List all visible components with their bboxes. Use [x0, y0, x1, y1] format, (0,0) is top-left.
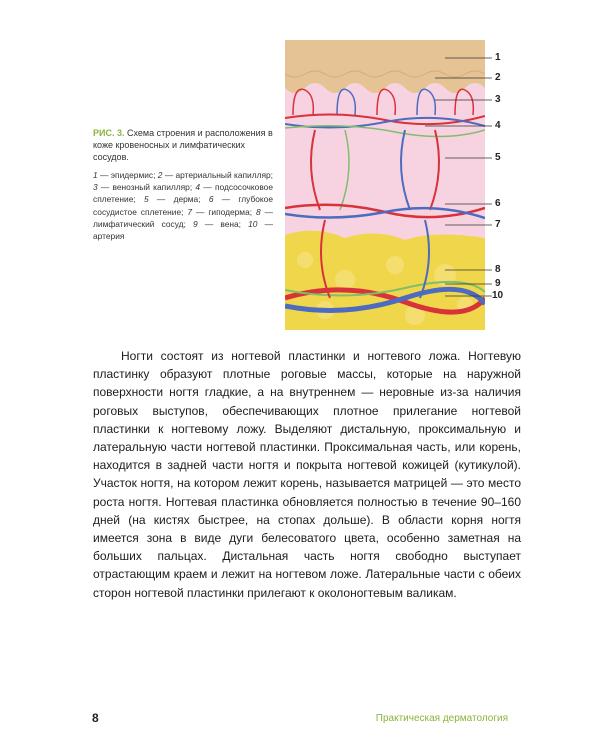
legend-number: 2 [157, 170, 163, 180]
legend-text: — гиподерма; [192, 206, 256, 217]
legend-text: — дерма; [148, 194, 209, 205]
legend-number: 7 [187, 206, 193, 217]
legend-number: 10 [248, 218, 258, 229]
callout-2: 2 [495, 72, 501, 83]
figure-caption [93, 127, 273, 242]
legend-text: — артериальный капилляр; [162, 170, 273, 180]
legend-text: — глубокое сосудистое сплетение; [93, 194, 273, 217]
callout-6: 6 [495, 198, 501, 209]
callout-10: 10 [492, 290, 504, 301]
callout-1: 1 [495, 52, 501, 63]
figure-title: Схема строения и расположения в коже кровеносных и лимфатических сосудов. [93, 128, 273, 162]
legend-number: 9 [193, 218, 198, 229]
callout-9: 9 [495, 278, 501, 289]
legend-text: — лимфатический сосуд; [93, 206, 273, 229]
running-footer-title: Практическая дерматология [375, 713, 508, 724]
figure-label: РИС. 3. [93, 128, 125, 138]
legend-number: 8 [256, 206, 261, 217]
page-number: 8 [92, 711, 99, 725]
hypodermis-layer [285, 231, 485, 330]
legend-number: 6 [208, 194, 214, 205]
callout-4: 4 [495, 120, 501, 131]
legend-text: — вена; [197, 218, 249, 229]
callout-5: 5 [495, 152, 501, 163]
callout-7: 7 [495, 219, 501, 230]
legend-number: 5 [143, 194, 149, 205]
legend-number: 3 [93, 182, 98, 193]
legend-text: — эпидермис; [97, 170, 158, 180]
callout-3: 3 [495, 94, 501, 105]
body-paragraph: Ногти состоят из ногтевой пластинки и ногтевого ложа. Ногтевую пластинку образуют плотные роговые массы, которые на наружной поверхности ногтя гладкие, а на внутреннем — неровные из-за наличия роговых выступов, обеспечивающих плотное прилегание ногтевой пластинки к ногтевому ложу. Выделяют дистальную, проксимальную и латеральную части ногтевой пластинки. Проксимальная часть, или корень, находится в задней части ногтя и покрыта ногтевой кожицей (кутикулой). Участок ногтя, на котором лежит корень, называется матрицей — это место роста ногтя. Ногтевая пластинка обновляется полностью в течение 90–160 дней (на кистях быстрее, на стопах дольше). В области корня ногтя имеется зона в виде дуги белесоватого цвета, особенно заметная на больших пальцах. Дистальная часть ногтя свободно выступает отрастающим краем и лежит на ногтевом ложе. Латеральные части с обеих сторон ногтевой пластинки прилегают к околоногтевым валикам. [93, 349, 521, 600]
legend-number: 4 [195, 182, 201, 193]
skin-vessels-illustration [285, 40, 485, 330]
figure-legend [93, 169, 273, 242]
legend-text: — артерия [93, 218, 273, 242]
callout-8: 8 [495, 264, 501, 275]
figure-title-line [93, 127, 273, 163]
legend-text: — подсосочковое сплетение; [93, 182, 274, 205]
legend-number: 1 [93, 170, 98, 180]
legend-text: — венозный капилляр; [97, 182, 196, 193]
